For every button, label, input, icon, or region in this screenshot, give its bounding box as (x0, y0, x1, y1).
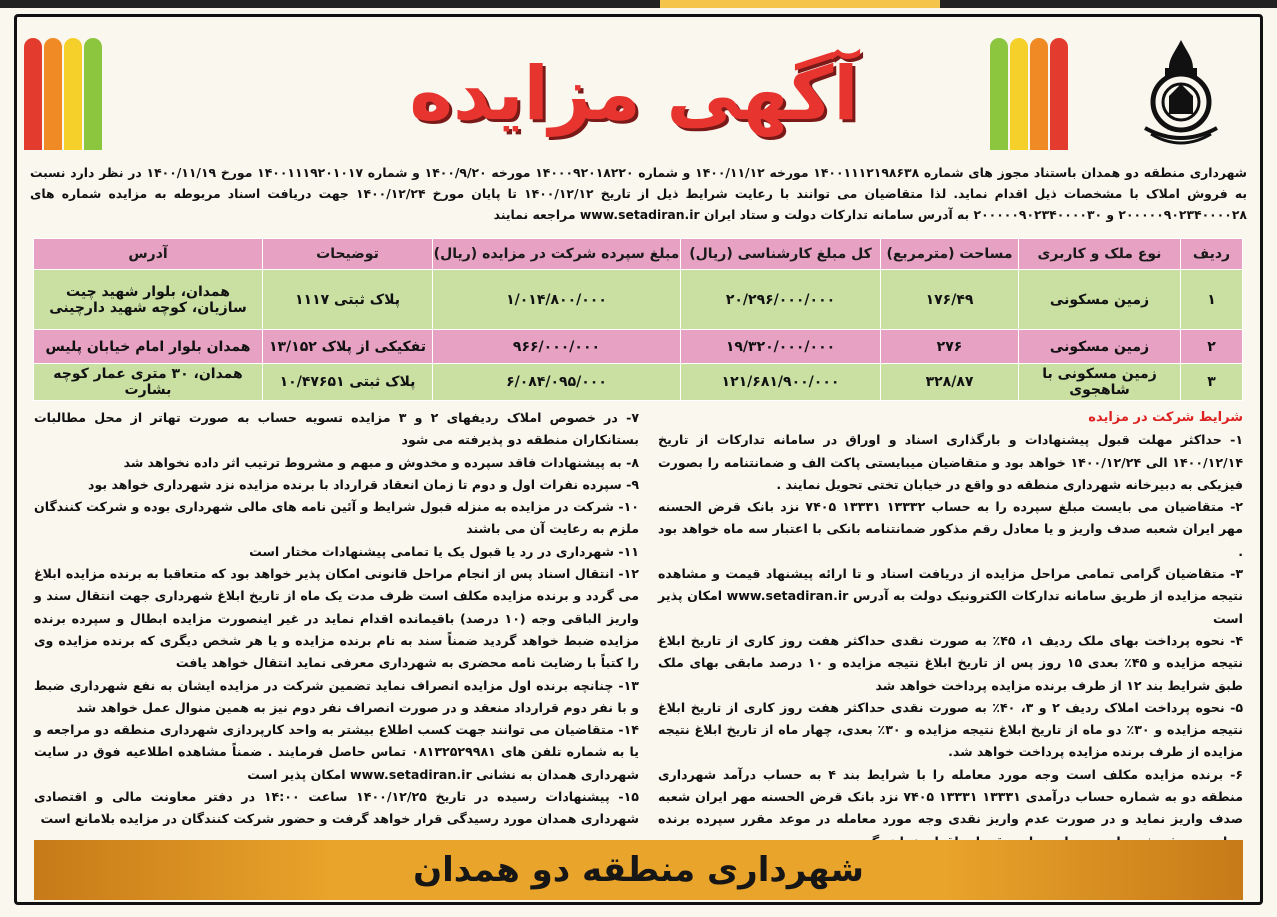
decorative-stripes-right (990, 38, 1108, 150)
condition-item: ۲- متقاضیان می بایست مبلغ سپرده را به حساب ۱۳۳۳۲ ۱۳۳۳۱ ۷۴۰۵ نزد بانک قرض الحسنه مهر ایران شعبه صدف واریز و یا معادل رقم مذکور ضمانتنامه بانکی با اعتبار سه ماه خواهد بود . (658, 499, 1243, 559)
condition-item: ۱- حداکثر مهلت قبول پیشنهادات و بارگذاری اسناد و اوراق در سامانه تدارکات از تاریخ ۱۴۰۰/۱۲/۱۴ الی ۱۴۰۰/۱۲/۲۴ خواهد بود و متقاضیان میبایستی پاکت الف و ضمانتنامه را بصورت فیزیکی به دبیرخانه شهرداری منطقه دو واقع در خیابان تختی تحویل نمایند . (658, 432, 1244, 492)
cell-property-type: زمین مسکونی (1019, 330, 1181, 364)
stripe-yellow (1010, 38, 1028, 150)
conditions-section (34, 407, 1243, 827)
cell-area: ۳۲۸/۸۷ (881, 364, 1019, 401)
condition-item: ۱۳- چنانچه برنده اول مزایده انصراف نماید تضمین شرکت در مزایده ایشان به نفع شهرداری ضبط و با نفر دوم قرارداد منعقد و در صورت انصراف نفر دوم نیز به همین منوال عمل خواهد شد (34, 677, 639, 715)
cell-property-type: زمین مسکونی با شاهجوی (1019, 364, 1181, 401)
top-strip (0, 0, 1277, 8)
cell-address: همدان، بلوار شهید چیت سازیان، کوچه شهید دارچینی (34, 270, 263, 330)
condition-item: ۷- در خصوص املاک ردیفهای ۲ و ۳ مزایده تسویه حساب به صورت تهاتر از محل مطالبات بستانکاران منطقه دو پذیرفته می شود (34, 410, 639, 448)
header (24, 24, 1253, 156)
condition-item: ۱۵- پیشنهادات رسیده در تاریخ ۱۴۰۰/۱۲/۲۵ ساعت ۱۴:۰۰ در دفتر معاونت مالی و اقتصادی شهرداری همدان مورد رسیدگی قرار خواهد گرفت و حضور شرکت کنندگان در مزایده بلامانع است (34, 789, 639, 827)
stripe-red (1050, 38, 1068, 150)
stripe-red (24, 38, 42, 150)
cell-row-number: ۲ (1181, 330, 1243, 364)
col-property-type: نوع ملک و کاربری (1019, 239, 1181, 270)
table-header-row (34, 239, 1243, 270)
table-row (34, 330, 1243, 364)
footer-band (34, 840, 1243, 900)
cell-description: تفکیکی از پلاک ۱۳/۱۵۲ (263, 330, 433, 364)
cell-deposit-amount: ۹۶۶/۰۰۰/۰۰۰ (433, 330, 681, 364)
stripe-orange (44, 38, 62, 150)
stripe-yellow (64, 38, 82, 150)
intro-paragraph: شهرداری منطقه دو همدان باستناد مجوز های شماره ۱۴۰۰۱۱۱۲۱۹۸۶۳۸ مورخه ۱۴۰۰/۱۱/۱۲ و شماره ۱۴۰۰۰۹۲۰۱۸۲۲۰ مورخه ۱۴۰۰/۹/۲۰ و شماره ۱۴۰۰۱۱۱۹۲۰۱۰۱۷ مورخ ۱۴۰۰/۱۱/۱۹ در نظر دارد نسبت به فروش املاک با مشخصات ذیل اقدام نماید. لذا متقاضیان می توانند با رعایت شرایط ذیل از تاریخ ۱۴۰۰/۱۲/۱۲ تا پایان مورخ ۱۴۰۰/۱۲/۲۴ جهت دریافت اسناد مربوطه به مزایده شماره های ۲۰۰۰۰۰۹۰۲۳۴۰۰۰۰۲۸ و ۲۰۰۰۰۰۹۰۲۳۴۰۰۰۰۳۰ به آدرس سامانه تدارکات دولت و ستاد ایران www.setadiran.ir مراجعه نمایند (30, 165, 1247, 222)
condition-item: ۱۲- انتقال اسناد پس از انجام مراحل قانونی امکان پذیر خواهد بود که متعاقبا به برنده مزایده ابلاغ می گردد و برنده مزایده مکلف است ظرف مدت یک ماه از تاریخ ابلاغ شهرداری جهت انتقال سند و واریز الباقی وجه (۱۰ درصد) باقیمانده اقدام نماید در غیر اینصورت مزایده ابطال و سپرده برنده مزایده ضبط خواهد گردید ضمناً سند به نام برنده مزایده و یا هر شخص دیگری که برنده مزایده وی را کتباً با رضایت نامه محضری به شهرداری معرفی نماید انتقال خواهد یافت (34, 566, 639, 671)
cell-row-number: ۱ (1181, 270, 1243, 330)
properties-table (33, 238, 1243, 401)
cell-area: ۱۷۶/۴۹ (881, 270, 1019, 330)
footer-issuer: شهرداری منطقه دو همدان (413, 850, 864, 890)
cell-description: پلاک ثبتی ۱۰/۴۷۶۵۱ (263, 364, 433, 401)
condition-item: ۱۱- شهرداری در رد یا قبول یک یا تمامی پیشنهادات مختار است (249, 543, 639, 559)
cell-address: همدان، ۳۰ متری عمار کوچه بشارت (34, 364, 263, 401)
decorative-stripes-left (24, 38, 142, 150)
page-title: آگهی مزایده (409, 51, 859, 137)
condition-item: ۴- نحوه پرداخت بهای ملک ردیف ۱، ۴۵٪ به صورت نقدی حداکثر هفت روز کاری از تاریخ ابلاغ نتیجه مزایده و ۴۵٪ بعدی ۱۵ روز پس از تاریخ ابلاغ نتیجه مزایده و ۱۰ درصد مابقی بهای ملک طبق شرایط بند ۱۲ از طرف برنده مزایده پرداخت خواهد شد (658, 632, 1243, 693)
table-row (34, 270, 1243, 330)
cell-appraised-value: ۱۲۱/۶۸۱/۹۰۰/۰۰۰ (681, 364, 881, 401)
col-area: مساحت (مترمربع) (881, 239, 1019, 270)
condition-item: ۵- نحوه پرداخت املاک ردیف ۲ و ۳، ۴۰٪ به صورت نقدی حداکثر هفت روز کاری از تاریخ ابلاغ نتیجه مزایده و ۳۰٪ دو ماه از تاریخ ابلاغ نتیجه مزایده و ۳۰٪ بعدی، چهار ماه از تاریخ ابلاغ نتیجه مزایده از طرف برنده مزایده پرداخت خواهد شد. (658, 699, 1243, 760)
cell-address: همدان بلوار امام خیابان پلیس (34, 330, 263, 364)
cell-area: ۲۷۶ (881, 330, 1019, 364)
condition-item: ۹- سپرده نفرات اول و دوم تا زمان انعقاد قرارداد با برنده مزایده نزد شهرداری خواهد بود (88, 476, 639, 492)
col-appraised-value: کل مبلغ کارشناسی (ریال) (681, 239, 881, 270)
cell-appraised-value: ۲۰/۲۹۶/۰۰۰/۰۰۰ (681, 270, 881, 330)
cell-appraised-value: ۱۹/۳۲۰/۰۰۰/۰۰۰ (681, 330, 881, 364)
condition-item: ۶- برنده مزایده مکلف است وجه مورد معامله را با شرایط بند ۴ به حساب درآمد شهرداری منطقه دو به شماره حساب درآمدی ۱۳۳۳۱ ۱۳۳۳۱ ۷۴۰۵ نزد بانک قرض الحسنه مهر ایران شعبه صدف واریز نماید و در صورت عدم واریز نقدی وجه مورد معامله در موعد مقرر سپرده برنده (658, 766, 1243, 827)
col-address: آدرس (34, 239, 263, 270)
stripe-green (990, 38, 1008, 150)
stripe-orange (1030, 38, 1048, 150)
cell-description: پلاک ثبتی ۱۱۱۷ (263, 270, 433, 330)
table-row (34, 364, 1243, 401)
condition-item: ۱۴- متقاضیان می توانند جهت کسب اطلاع بیشتر به واحد کارپردازی شهرداری منطقه دو مراجعه و یا به شماره تلفن های ۰۸۱۳۲۵۲۹۹۸۱ تماس حاصل فرمایند . ضمناً مشاهده اطلاعیه فوق در سایت شهرداری همدان به نشانی www.setadiran.ir امکان پذیر است (34, 722, 639, 782)
stripe-green (84, 38, 102, 150)
cell-deposit-amount: ۶/۰۸۴/۰۹۵/۰۰۰ (433, 364, 681, 401)
conditions-heading: شرایط شرکت در مزایده (1088, 410, 1243, 425)
condition-item: ۱۰- شرکت در مزایده به منزله قبول شرایط و آئین نامه های مالی شهرداری بوده و شرکت کنندگان ملزم به رعایت آن می باشند (34, 499, 639, 537)
cell-row-number: ۳ (1181, 364, 1243, 401)
condition-item: ۳- متقاضیان گرامی تمامی مراحل مزایده از دریافت اسناد و تا ارائه پیشنهاد قیمت و مشاهده نتیجه مزایده از طریق سامانه تدارکات الکترونیک دولت به آدرس www.setadiran.ir امکان پذیر است (658, 566, 1243, 626)
municipality-emblem-icon (1135, 36, 1227, 146)
top-strip-highlight (660, 0, 940, 8)
conditions-column-left (34, 407, 639, 827)
col-deposit-amount: مبلغ سپرده شرکت در مزایده (ریال) (433, 239, 681, 270)
col-description: توضیحات (263, 239, 433, 270)
conditions-column-right (658, 407, 1243, 827)
condition-item: ۸- به پیشنهادات فاقد سپرده و مخدوش و مبهم و مشروط ترتیب اثر داده نخواهد شد (123, 454, 639, 470)
cell-deposit-amount: ۱/۰۱۴/۸۰۰/۰۰۰ (433, 270, 681, 330)
col-row-number: ردیف (1181, 239, 1243, 270)
cell-property-type: زمین مسکونی (1019, 270, 1181, 330)
